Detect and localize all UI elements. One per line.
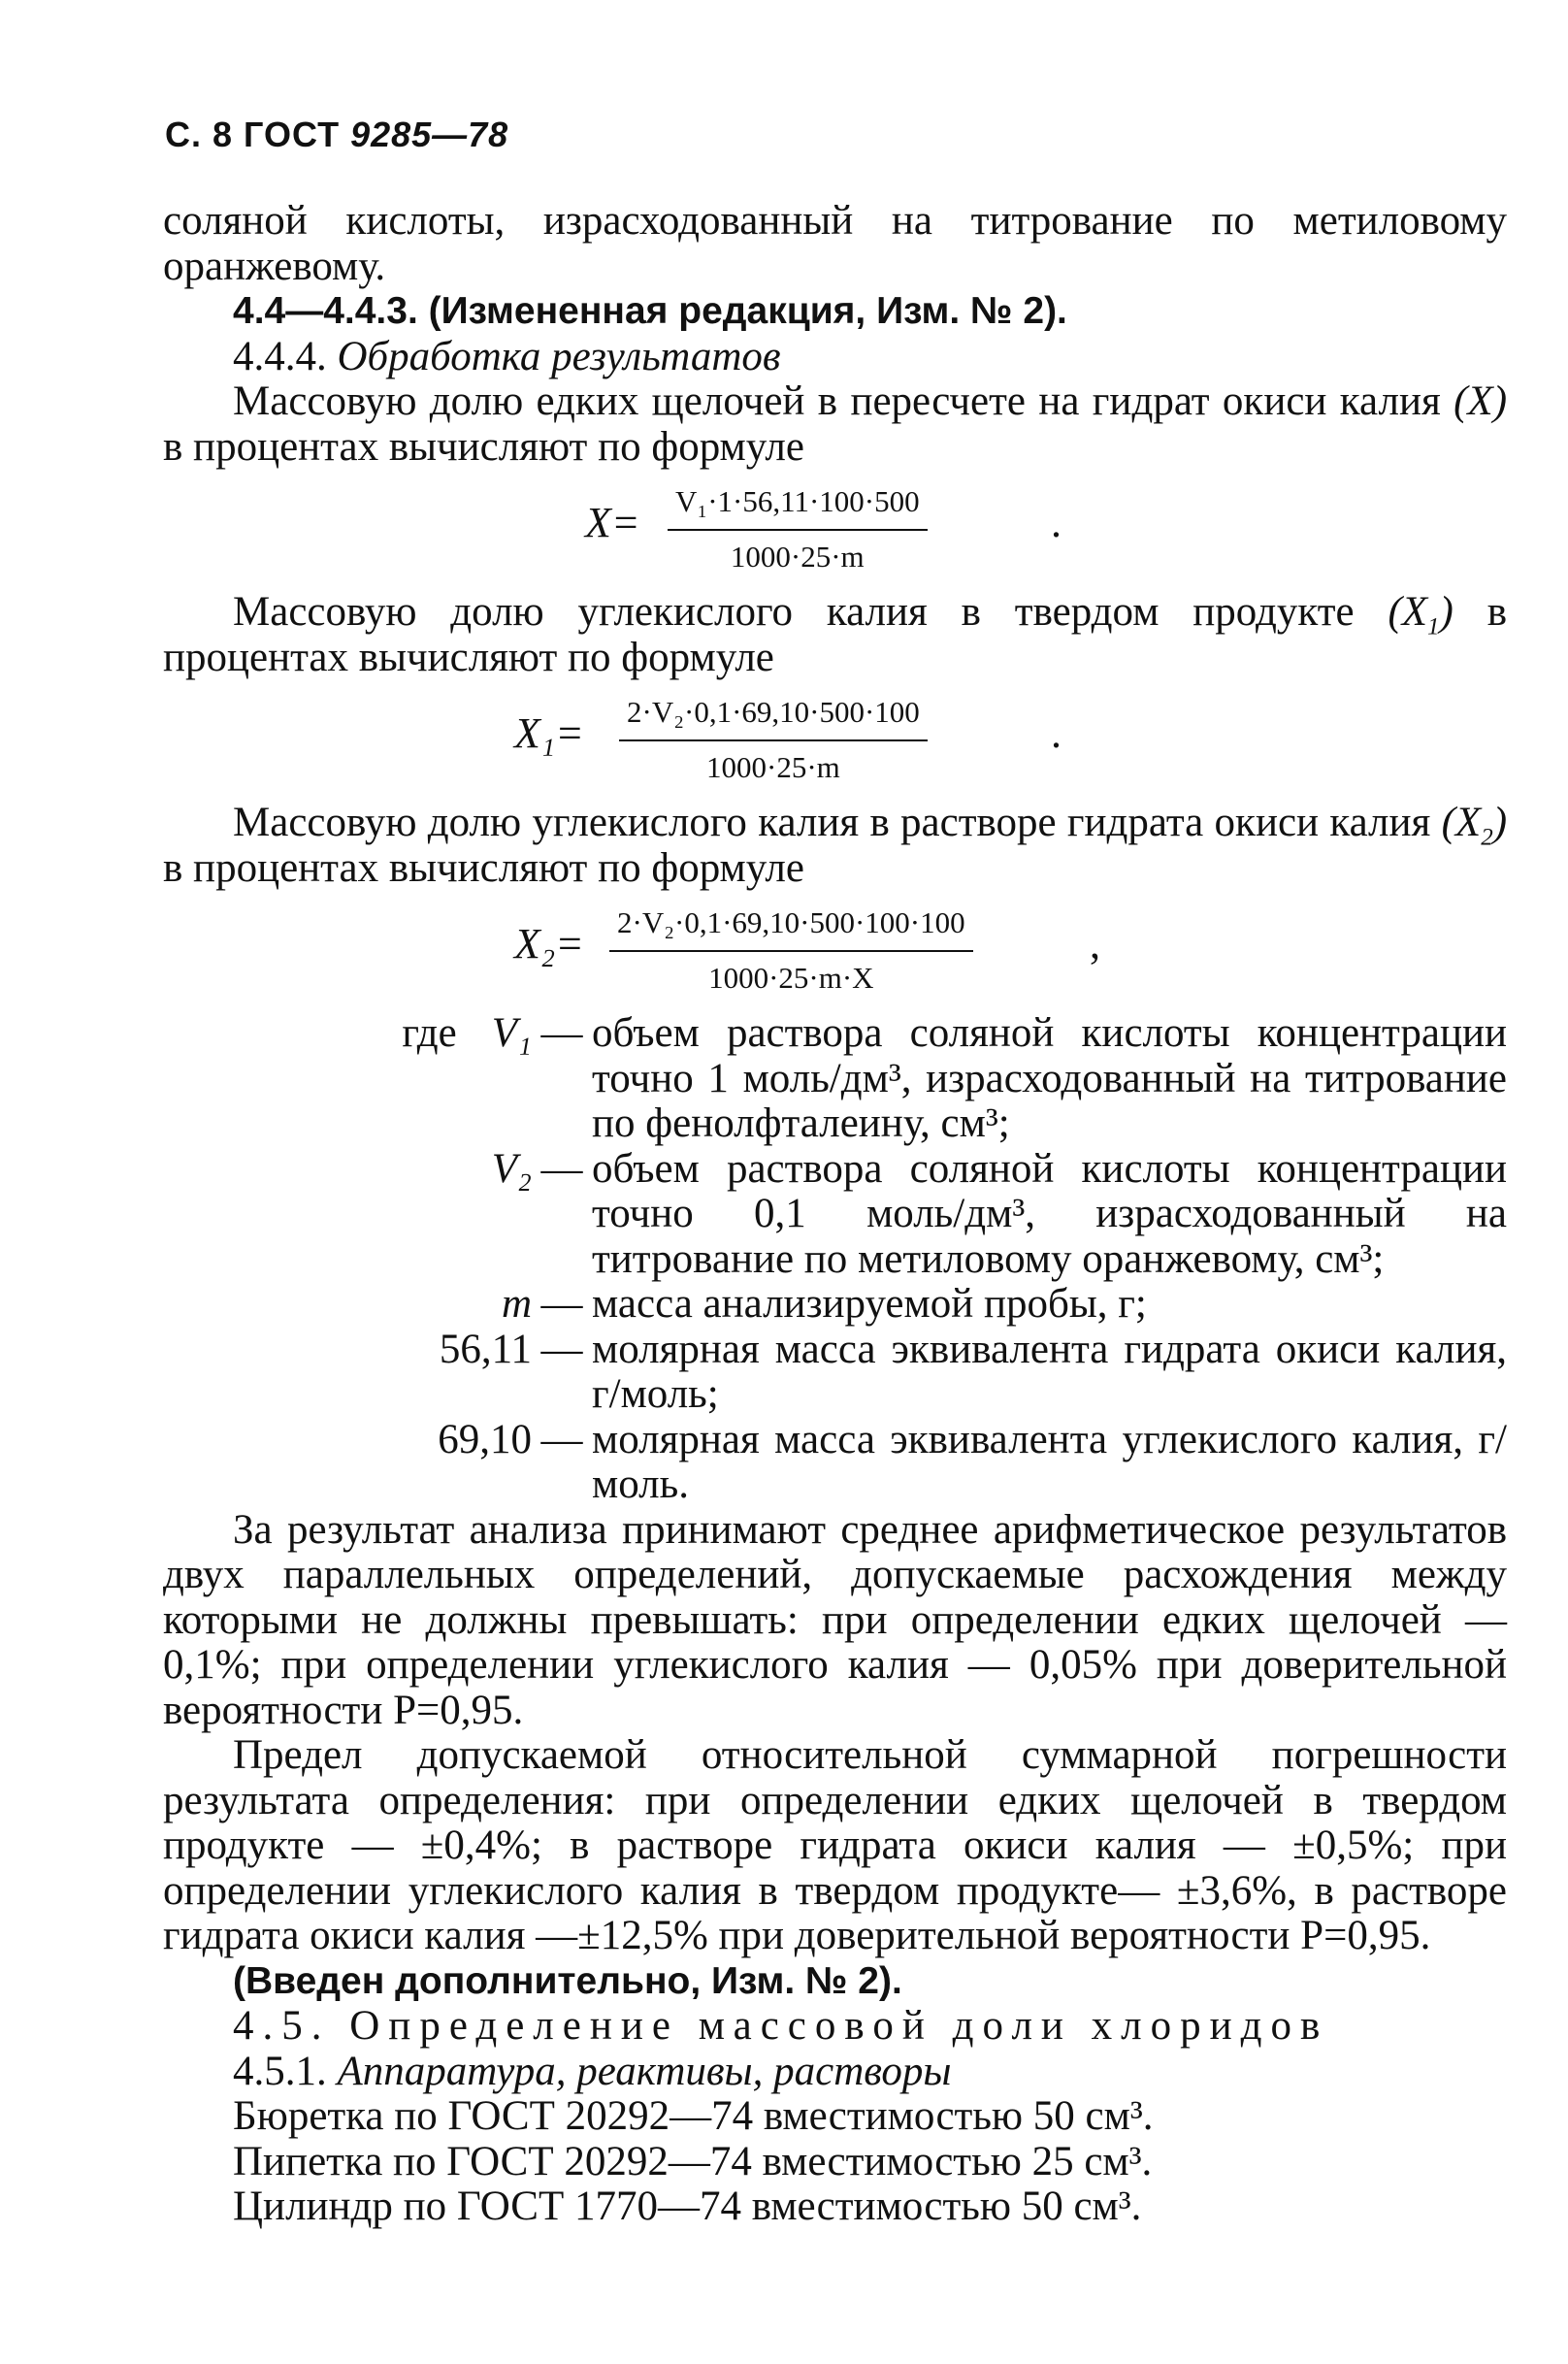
paragraph-text: в процентах вычисляют по формуле: [163, 589, 1508, 680]
formula-end-punct: .: [1051, 709, 1062, 757]
formula-end-punct: .: [1051, 499, 1062, 546]
paragraph-carbonate-solid: [163, 590, 1507, 680]
paragraph-text: в процентах вычисляют по формуле: [163, 844, 804, 891]
variable-letter: (X: [1388, 589, 1428, 635]
definition-key: [163, 1418, 532, 1508]
subsection-title: Аппаратура, реактивы, растворы: [337, 2048, 952, 2094]
formula-numerator: 2·V₂·0,1·69,10·500·100·100: [609, 901, 973, 952]
formula-lhs: X₂=: [514, 920, 584, 968]
definition-symbol: V₂: [491, 1145, 532, 1192]
definition-dash: —: [540, 1416, 583, 1462]
apparatus-item: Пипетка по ГОСТ 20292—74 вместимостью 25 см³.: [233, 2138, 1153, 2184]
formula-denominator: 1000·25·m: [706, 749, 840, 784]
formula-numerator: 2·V₂·0,1·69,10·500·100: [619, 690, 928, 741]
formula-numerator: V₁·1·56,11·100·500: [668, 479, 928, 531]
definition-key: [163, 1011, 532, 1147]
formula-x2: [163, 901, 1507, 998]
variable-x1: [1388, 589, 1454, 640]
variable-subscript: 2: [1481, 824, 1493, 851]
document-body: [163, 199, 1507, 2230]
formula-fraction: [609, 901, 973, 1001]
definition-symbol: m: [501, 1281, 532, 1327]
header-prefix: С. 8 ГОСТ: [165, 115, 341, 154]
definition-symbol: 69,10: [438, 1416, 532, 1462]
paragraph-text: Массовую долю углекислого калия в твердом продукте: [233, 589, 1355, 635]
variable-subscript: 1: [1427, 613, 1440, 640]
formula-fraction: [619, 690, 928, 790]
variable-paren: ): [1492, 800, 1508, 845]
subsection-heading: [163, 335, 1507, 380]
page-header: [165, 115, 508, 155]
paragraph-text: Массовую долю углекислого калия в растворе гидрата окиси калия: [233, 800, 1431, 845]
paragraph-text: Массовую долю едких щелочей в пересчете на гидрат окиси калия: [233, 378, 1441, 424]
paragraph-carbonate-solution: [163, 801, 1507, 891]
definition-text: объем раствора соляной кислоты концентрации точно 1 моль/дм³, израсходованный на титрование по фенолфталеину, см³;: [592, 1010, 1507, 1146]
definition-row: [163, 1282, 1507, 1328]
definition-dash: —: [540, 1326, 583, 1372]
paragraph-alkali-fraction: [163, 379, 1507, 470]
formula-denominator: 1000·25·m: [730, 539, 865, 574]
definition-symbol: V₁: [491, 1010, 532, 1056]
formula-x1: [163, 690, 1507, 787]
subsection-number: 4.4.4.: [233, 333, 327, 379]
definition-dash: —: [540, 1281, 583, 1327]
definition-dash: —: [540, 1010, 583, 1056]
definition-text: масса анализируемой пробы, г;: [592, 1281, 1147, 1327]
variable-x2: [1441, 800, 1508, 851]
definition-key: [163, 1147, 532, 1283]
definition-key: [163, 1282, 532, 1328]
definition-text: молярная масса эквивалента углекислого калия, г/моль.: [592, 1416, 1507, 1507]
definition-row: [163, 1418, 1507, 1508]
definition-row: [163, 1011, 1507, 1147]
variable-letter: (X: [1441, 800, 1482, 845]
paragraph-result-average: За результат анализа принимают среднее арифметическое результатов двух параллельных определений, допускаемые расхождения между которыми не должны превышать: при определении едких щелочей — 0,1%; при определении углекислого калия — 0,05% при доверительной вероятности P=0,95.: [163, 1506, 1507, 1733]
paragraph-error-limit: Предел допускаемой относительной суммарной погрешности результата определения: при определении едких щелочей в твердом продукте — ±0,4%; в растворе гидрата окиси калия — ±0,5%; при определении углекислого калия в твердом продукте— ±3,6%, в растворе гидрата окиси калия —±12,5% при доверительной вероятности P=0,95.: [163, 1732, 1507, 1958]
formula-x: [163, 479, 1507, 576]
formula-lhs: X=: [585, 499, 640, 546]
apparatus-item: Цилиндр по ГОСТ 1770—74 вместимостью 50 см³.: [233, 2183, 1142, 2229]
amendment-note-added: (Введен дополнительно, Изм. № 2).: [233, 1959, 902, 2002]
subsection-number: 4.5.1.: [233, 2048, 327, 2094]
definition-text: объем раствора соляной кислоты концентрации точно 0,1 моль/дм³, израсходованный на титрование по метиловому оранжевому, см³;: [592, 1145, 1507, 1282]
subsection-heading-apparatus: [163, 2050, 1507, 2095]
definition-row: [163, 1147, 1507, 1283]
variable-x: (X): [1454, 378, 1508, 424]
definition-symbol: 56,11: [439, 1326, 532, 1372]
where-word: где: [402, 1010, 457, 1056]
definition-key: [163, 1328, 532, 1418]
definitions-list: [163, 1011, 1507, 1508]
subsection-title: Обработка результатов: [337, 333, 781, 379]
formula-denominator: 1000·25·m·X: [708, 960, 874, 995]
variable-paren: ): [1439, 589, 1454, 635]
definition-dash: —: [540, 1145, 583, 1192]
amendment-note: 4.4—4.4.3. (Измененная редакция, Изм. № 2).: [233, 290, 1067, 332]
header-standard-number: 9285—78: [350, 115, 509, 154]
paragraph-continuation: соляной кислоты, израсходованный на титрование по метиловому оранжевому.: [163, 198, 1507, 289]
formula-fraction: [668, 479, 928, 579]
apparatus-item: Бюретка по ГОСТ 20292—74 вместимостью 50 см³.: [233, 2093, 1154, 2139]
definition-text: молярная масса эквивалента гидрата окиси калия, г/моль;: [592, 1326, 1507, 1417]
paragraph-text: в процентах вычисляют по формуле: [163, 423, 804, 470]
formula-lhs: X₁=: [514, 709, 584, 757]
section-heading-chlorides: 4.5. Определение массовой доли хлоридов: [233, 2003, 1329, 2049]
definition-row: [163, 1328, 1507, 1418]
formula-end-punct: ,: [1090, 920, 1100, 968]
